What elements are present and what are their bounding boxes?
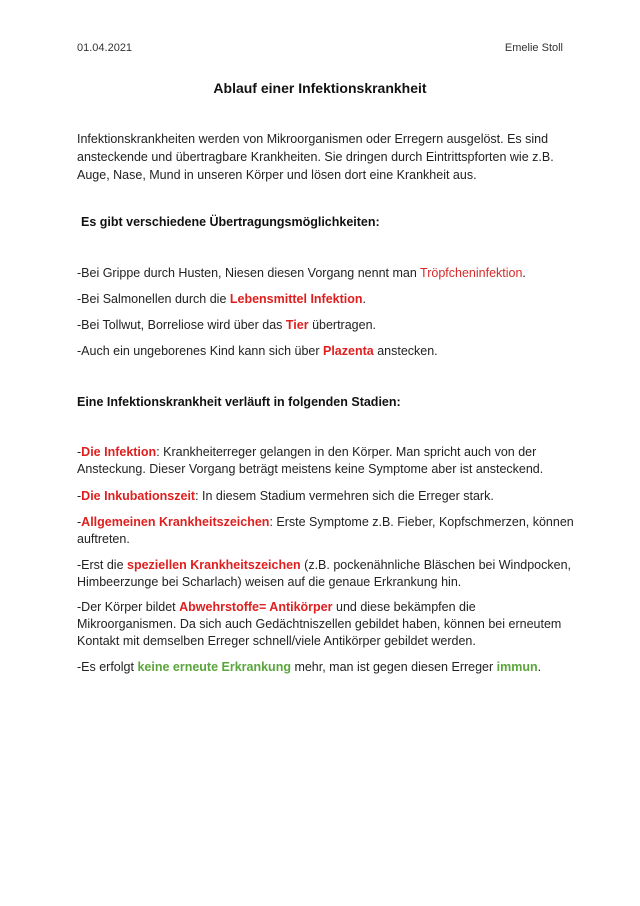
highlight-term: Abwehrstoffe= Antikörper	[179, 600, 333, 614]
transmission-item: -Bei Grippe durch Husten, Niesen diesen Vorgang nennt man Tröpfcheninfektion.	[77, 266, 526, 280]
intro-paragraph: Infektionskrankheiten werden von Mikroorganismen oder Erregern ausgelöst. Es sind ansteckende und übertragbare Krankheiten. Sie dringen durch Eintrittspforten wie z.B. Auge, Nase, Mund in unseren Körper und lösen dort eine Krankheit aus.	[77, 132, 554, 182]
highlight-term: Tier	[285, 318, 309, 332]
highlight-term: Tröpfcheninfektion	[420, 266, 523, 280]
stage-item: -Erst die speziellen Krankheitszeichen (z.B. pockenähnliche Bläschen bei Windpocken, Himbeerzunge bei Scharlach) weisen auf die genaue Erkrankung hin.	[77, 558, 571, 589]
page-title: Ablauf einer Infektionskrankheit	[213, 80, 427, 96]
highlight-term: Die Inkubationszeit	[81, 489, 196, 503]
transmission-item: -Auch ein ungeborenes Kind kann sich über Plazenta anstecken.	[77, 344, 438, 358]
highlight-term: Allgemeinen Krankheitszeichen	[81, 515, 270, 529]
header-date: 01.04.2021	[77, 42, 133, 54]
highlight-term: immun	[496, 660, 538, 674]
transmission-item: -Bei Tollwut, Borreliose wird über das Tier übertragen.	[77, 318, 377, 332]
header-author: Emelie Stoll	[504, 42, 563, 54]
stages-heading: Eine Infektionskrankheit verläuft in folgenden Stadien:	[77, 395, 401, 409]
transmission-item: -Bei Salmonellen durch die Lebensmittel Infektion.	[77, 292, 367, 306]
stage-item: -Die Inkubationszeit: In diesem Stadium vermehren sich die Erreger stark.	[77, 489, 494, 503]
highlight-term: speziellen Krankheitszeichen	[127, 558, 301, 572]
transmission-heading: Es gibt verschiedene Übertragungsmöglichkeiten:	[81, 215, 380, 229]
stage-item: -Der Körper bildet Abwehrstoffe= Antikörper und diese bekämpfen die Mikroorganismen. Da sich auch Gedächtniszellen gebildet haben, können bei erneutem Kontakt mit demselben Erreger schnell/viele Antikörper gebildet werden.	[77, 600, 562, 648]
stage-item: -Die Infektion: Krankheiterreger gelangen in den Körper. Man spricht auch von der Ansteckung. Dieser Vorgang beträgt meistens keine Symptome aber ist ansteckend.	[77, 445, 544, 476]
highlight-term: Die Infektion	[81, 445, 157, 459]
stage-item: -Allgemeinen Krankheitszeichen: Erste Symptome z.B. Fieber, Kopfschmerzen, können auftreten.	[77, 515, 574, 546]
stage-item: -Es erfolgt keine erneute Erkrankung mehr, man ist gegen diesen Erreger immun.	[77, 660, 542, 674]
highlight-term: keine erneute Erkrankung	[137, 660, 291, 674]
highlight-term: Lebensmittel Infektion	[229, 292, 363, 306]
highlight-term: Plazenta	[323, 344, 374, 358]
